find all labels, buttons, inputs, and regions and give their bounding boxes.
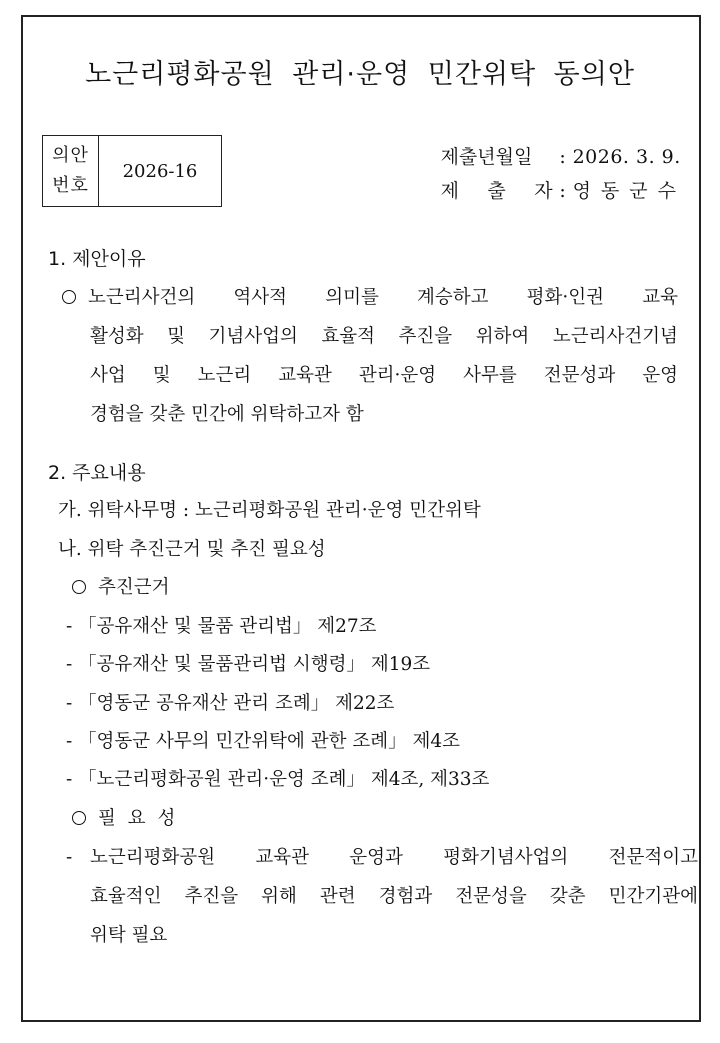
word: 역사적: [233, 287, 288, 308]
law-text: 「공유재산 및 물품 관리법」 제27조: [78, 616, 377, 637]
necessity-paragraph: [66, 838, 698, 955]
word: 효율적: [321, 326, 376, 347]
word: 효율적인: [90, 886, 162, 907]
word: 민간기관에: [608, 886, 698, 907]
word: 운영과: [349, 847, 403, 868]
bill-label-line2: 번호: [52, 175, 89, 196]
item-text: 위탁사무명 : 노근리평화공원 관리·운영 민간위탁: [87, 500, 481, 521]
necessity-line-1: [66, 838, 698, 877]
submitter-label: 제 출 자: [440, 180, 553, 202]
word: 추진을: [398, 326, 453, 347]
necessity-line-3: 위탁 필요: [90, 925, 168, 946]
word: 추진을: [184, 886, 239, 907]
word: 평화기념사업의: [443, 847, 569, 868]
law-text: 「노근리평화공원 관리·운영 조례」 제4조, 제33조: [78, 769, 490, 790]
submitter-row: [441, 174, 686, 208]
submitter-separator: :: [559, 180, 566, 202]
necessity-heading: [72, 800, 175, 838]
submission-date-label: 제출년월일: [440, 146, 533, 168]
bill-label-line1: 의안: [52, 145, 89, 166]
word: 활성화: [90, 326, 144, 347]
bill-number-label: [43, 136, 99, 207]
word: 위하여: [475, 326, 530, 347]
word: 및: [152, 365, 171, 386]
law-text: 「영동군 사무의 민간위탁에 관한 조례」 제4조: [78, 731, 460, 752]
law-text: 「영동군 공유재산 관리 조례」 제22조: [78, 693, 395, 714]
word: 사무를: [463, 365, 517, 386]
word: 의미를: [325, 287, 379, 308]
item-label: 가.: [58, 500, 82, 521]
submitter-value: 영동군수: [572, 180, 686, 202]
law-item: - 「영동군 사무의 민간위탁에 관한 조례」 제4조: [66, 731, 460, 752]
submission-date-row: [441, 140, 686, 174]
word: 교육관: [255, 847, 310, 868]
circle-bullet-icon: [72, 811, 86, 825]
word: 교육관: [278, 365, 332, 386]
law-item: - 「노근리평화공원 관리·운영 조례」 제4조, 제33조: [66, 769, 490, 790]
basis-title: 추진근거: [98, 577, 170, 598]
word: 갖춘: [549, 886, 586, 907]
item-text: 위탁 추진근거 및 추진 필요성: [87, 539, 326, 560]
basis-heading: [72, 569, 169, 607]
submission-info: [441, 140, 686, 208]
submission-date-value: 2026. 3. 9.: [572, 146, 681, 168]
bill-number-table: [42, 135, 222, 207]
item-na: [58, 531, 326, 569]
necessity-line-2: [66, 877, 698, 916]
word: 노근리: [197, 365, 252, 386]
word: 전문성과: [543, 365, 616, 386]
word: 전문적이고: [608, 847, 698, 868]
law-text: 「공유재산 및 물품관리법 시행령」 제19조: [78, 654, 431, 675]
item-label: 나.: [58, 539, 82, 560]
word: 노근리사건기념: [552, 326, 678, 347]
bill-number-value: 2026-16: [99, 136, 222, 207]
document-title: 노근리평화공원 관리·운영 민간위탁 동의안: [85, 59, 635, 90]
law-item: - 「공유재산 및 물품관리법 시행령」 제19조: [66, 654, 431, 675]
word: 사업: [90, 365, 126, 386]
word: 관리·운영: [358, 365, 437, 386]
word: 운영: [642, 365, 678, 386]
law-item: - 「공유재산 및 물품 관리법」 제27조: [66, 616, 377, 637]
section-heading-reason: 1. 제안이유: [48, 248, 146, 270]
reason-line-1: [62, 278, 678, 317]
word: 교육: [642, 287, 678, 308]
reason-line-3: [62, 356, 678, 395]
reason-line-2: [62, 317, 678, 356]
word: 및: [167, 326, 186, 347]
necessity-title: 필 요 성: [98, 808, 176, 829]
circle-bullet-icon: 노근리사건의: [62, 278, 195, 317]
word: 전문성을: [455, 886, 527, 907]
word: 계승하고: [417, 287, 489, 308]
word: 관련: [319, 886, 356, 907]
word: 기념사업의: [208, 326, 298, 347]
word: 평화·인권: [526, 287, 605, 308]
law-item: - 「영동군 공유재산 관리 조례」 제22조: [66, 693, 395, 714]
circle-bullet-icon: [72, 580, 86, 594]
reason-line-4: 경험을 갖춘 민간에 위탁하고자 함: [90, 404, 364, 425]
word: 위해: [261, 886, 297, 907]
word: 경험과: [378, 886, 433, 907]
submission-date-separator: :: [559, 146, 566, 168]
item-ga: [58, 492, 481, 530]
section-heading-main-content: 2. 주요내용: [48, 462, 146, 484]
dash-bullet: - 노근리평화공원: [66, 847, 216, 868]
reason-paragraph: [62, 278, 678, 434]
